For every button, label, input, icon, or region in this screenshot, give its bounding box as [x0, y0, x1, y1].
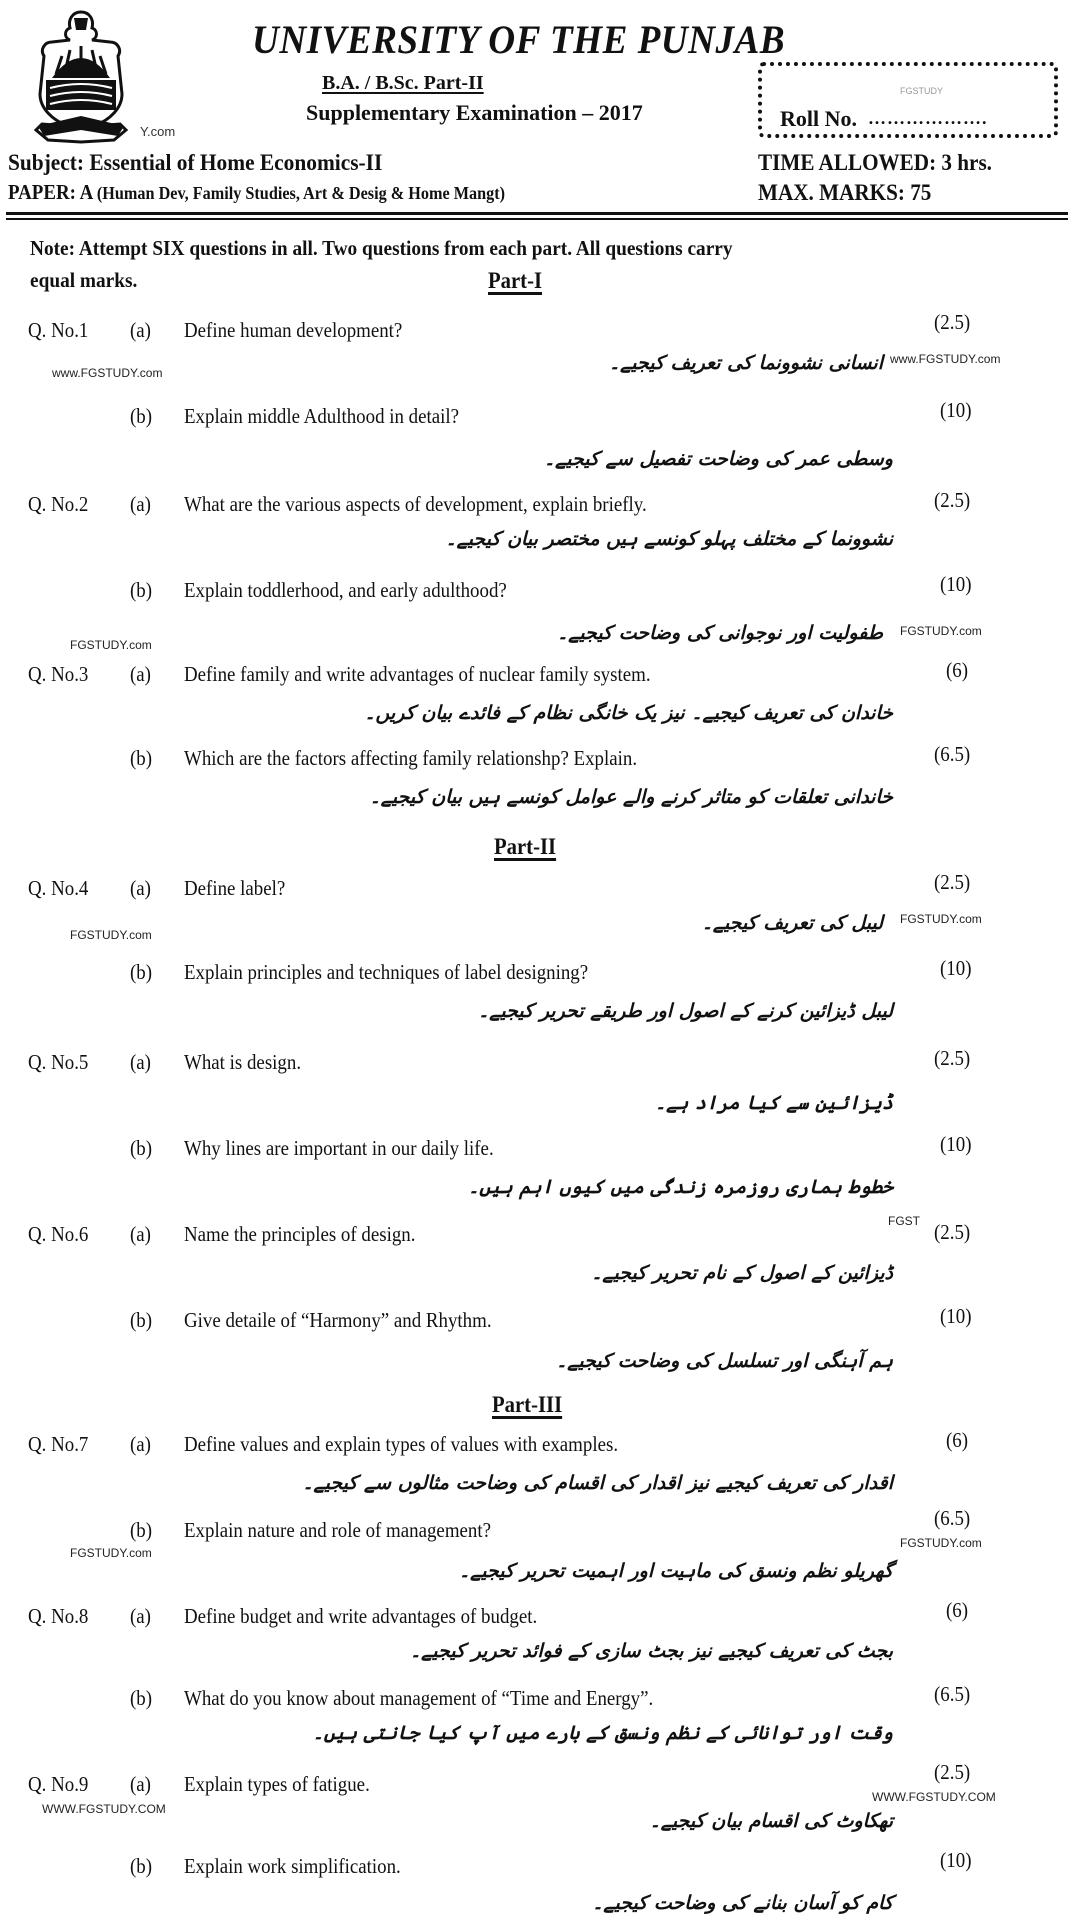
watermark: FGSTUDY.com — [900, 912, 982, 926]
university-crest-logo — [22, 8, 140, 144]
subpart-label: (b) — [130, 1854, 153, 1878]
marks: (2.5) — [934, 488, 971, 512]
question-text: Define label? — [184, 876, 286, 900]
subpart-label: (b) — [130, 1686, 153, 1710]
part-heading: Part-III — [492, 1392, 563, 1417]
marks: (10) — [940, 956, 972, 980]
question-text: Name the principles of design. — [184, 1222, 416, 1246]
time-allowed: TIME ALLOWED: 3 hrs. — [758, 150, 992, 175]
watermark: FGST — [888, 1214, 920, 1228]
question-number: Q. No.6 — [28, 1222, 89, 1246]
part-heading: Part-II — [494, 834, 557, 859]
marks: (10) — [940, 398, 972, 422]
question-text: Explain types of fatigue. — [184, 1772, 370, 1796]
subpart-label: (a) — [130, 1050, 151, 1074]
question-text: Define budget and write advantages of budget. — [184, 1604, 538, 1628]
question-text: Why lines are important in our daily life. — [184, 1136, 494, 1160]
paper-detail: (Human Dev, Family Studies, Art & Desig & Home Mangt) — [96, 183, 506, 203]
question-text: Explain toddlerhood, and early adulthood? — [184, 578, 507, 602]
university-title: UNIVERSITY OF THE PUNJAB — [252, 17, 786, 62]
roll-number-field: ………………. — [868, 108, 988, 128]
question-text: What are the various aspects of development, explain briefly. — [184, 492, 647, 516]
subpart-label: (a) — [130, 1222, 151, 1246]
subpart-label: (a) — [130, 662, 151, 686]
marks: (6.5) — [934, 1506, 971, 1530]
header-divider-thin — [6, 218, 1068, 220]
question-number: Q. No.8 — [28, 1604, 89, 1628]
subpart-label: (b) — [130, 960, 153, 984]
subpart-label: (a) — [130, 318, 151, 342]
question-text: Explain principles and techniques of label designing? — [184, 960, 589, 984]
question-text: Explain middle Adulthood in detail? — [184, 404, 460, 428]
subpart-label: (b) — [130, 1518, 153, 1542]
watermark: FGSTUDY.com — [70, 638, 152, 652]
urdu-translation: انسانی نشوونما کی تعریف کیجیے۔ — [609, 352, 883, 374]
question-text: Define family and write advantages of nuclear family system. — [184, 662, 651, 686]
urdu-translation: بجٹ کی تعریف کیجیے نیز بجٹ سازی کے فوائد تحریر کیجیے۔ — [410, 1640, 893, 1662]
watermark: FGSTUDY.com — [900, 624, 982, 638]
question-number: Q. No.4 — [28, 876, 89, 900]
marks: (10) — [940, 1848, 972, 1872]
question-text: What is design. — [184, 1050, 302, 1074]
urdu-translation: گھریلو نظم ونسق کی ماہیت اور اہمیت تحریر کیجیے۔ — [458, 1560, 893, 1582]
max-marks: MAX. MARKS: 75 — [758, 180, 932, 205]
subject-line: Subject: Essential of Home Economics-II — [8, 150, 383, 175]
marks: (10) — [940, 1304, 972, 1328]
instructions-note: Note: Attempt SIX questions in all. Two questions from each part. All questions carry — [30, 236, 733, 260]
subpart-label: (a) — [130, 1432, 151, 1456]
urdu-translation: طفولیت اور نوجوانی کی وضاحت کیجیے۔ — [557, 622, 883, 644]
urdu-translation: تھکاوٹ کی اقسام بیان کیجیے۔ — [649, 1810, 893, 1832]
question-text: Define values and explain types of values with examples. — [184, 1432, 619, 1456]
subpart-label: (a) — [130, 1604, 151, 1628]
subpart-label: (b) — [130, 404, 153, 428]
subpart-label: (a) — [130, 1772, 151, 1796]
roll-number-label: Roll No. — [780, 106, 857, 131]
logo-watermark-text: Y.com — [140, 124, 176, 139]
subpart-label: (a) — [130, 492, 151, 516]
marks: (6.5) — [934, 742, 971, 766]
watermark: FGSTUDY.com — [70, 1546, 152, 1560]
roll-watermark: FGSTUDY — [900, 86, 944, 96]
question-text: Explain work simplification. — [184, 1854, 401, 1878]
question-number: Q. No.9 — [28, 1772, 89, 1796]
marks: (2.5) — [934, 870, 971, 894]
question-number: Q. No.2 — [28, 492, 89, 516]
urdu-translation: وسطی عمر کی وضاحت تفصیل سے کیجیے۔ — [544, 448, 893, 470]
urdu-translation: خاندانی تعلقات کو متاثر کرنے والے عوامل کونسے ہیں بیان کیجیے۔ — [369, 786, 893, 808]
marks: (10) — [940, 1132, 972, 1156]
question-text: Give detaile of “Harmony” and Rhythm. — [184, 1308, 492, 1332]
urdu-translation: لیبل ڈیزائین کرنے کے اصول اور طریقے تحریر کیجیے۔ — [478, 1000, 893, 1022]
question-number: Q. No.1 — [28, 318, 89, 342]
urdu-translation: ہم آہنگی اور تسلسل کی وضاحت کیجیے۔ — [556, 1350, 893, 1372]
marks: (2.5) — [934, 310, 971, 334]
question-text: Which are the factors affecting family relationshp? Explain. — [184, 746, 638, 770]
subpart-label: (a) — [130, 876, 151, 900]
watermark: www.FGSTUDY.com — [52, 366, 163, 380]
paper-line — [8, 180, 505, 205]
question-text: Define human development? — [184, 318, 403, 342]
marks: (6) — [946, 1598, 969, 1622]
urdu-translation: اقدار کی تعریف کیجیے نیز اقدار کی اقسام کی وضاحت مثالوں سے کیجیے۔ — [302, 1472, 893, 1494]
subpart-label: (b) — [130, 746, 153, 770]
watermark: www.FGSTUDY.com — [890, 352, 1001, 366]
question-number: Q. No.7 — [28, 1432, 89, 1456]
watermark: FGSTUDY.com — [70, 928, 152, 942]
subpart-label: (b) — [130, 1308, 153, 1332]
watermark: WWW.FGSTUDY.COM — [872, 1790, 996, 1804]
question-text: What do you know about management of “Time and Energy”. — [184, 1686, 654, 1710]
subpart-label: (b) — [130, 578, 153, 602]
header-divider-thick — [6, 212, 1068, 215]
watermark: WWW.FGSTUDY.COM — [42, 1802, 166, 1816]
marks: (10) — [940, 572, 972, 596]
marks: (2.5) — [934, 1046, 971, 1070]
marks: (2.5) — [934, 1760, 971, 1784]
degree-label: B.A. / B.Sc. Part-II — [322, 72, 484, 94]
urdu-translation: خاندان کی تعریف کیجیے۔ نیز یک خانگی نظام کے فائدے بیان کریں۔ — [364, 702, 893, 724]
urdu-translation: وقت اور توانائی کے نظم ونسق کے بارے میں آپ کیا جانتی ہیں۔ — [312, 1722, 893, 1744]
urdu-translation: ڈیزائین سے کیا مراد ہے۔ — [655, 1092, 893, 1114]
urdu-translation: ڈیزائین کے اصول کے نام تحریر کیجیے۔ — [591, 1262, 893, 1284]
question-number: Q. No.5 — [28, 1050, 89, 1074]
question-number: Q. No.3 — [28, 662, 89, 686]
question-text: Explain nature and role of management? — [184, 1518, 491, 1542]
subpart-label: (b) — [130, 1136, 153, 1160]
urdu-translation: کام کو آسان بنانے کی وضاحت کیجیے۔ — [592, 1892, 893, 1914]
marks: (6) — [946, 658, 969, 682]
instructions-note-cont: equal marks. — [30, 268, 138, 292]
part-heading: Part-I — [488, 268, 543, 293]
marks: (2.5) — [934, 1220, 971, 1244]
urdu-translation: خطوط ہماری روزمرہ زندگی میں کیوں اہم ہیں۔ — [468, 1176, 893, 1198]
urdu-translation: لیبل کی تعریف کیجیے۔ — [701, 912, 883, 934]
urdu-translation: نشوونما کے مختلف پہلو کونسے ہیں مختصر بیان کیجیے۔ — [445, 528, 893, 550]
exam-title: Supplementary Examination – 2017 — [306, 100, 643, 125]
marks: (6) — [946, 1428, 969, 1452]
watermark: FGSTUDY.com — [900, 1536, 982, 1550]
marks: (6.5) — [934, 1682, 971, 1706]
paper-label: PAPER: A — [8, 180, 93, 204]
